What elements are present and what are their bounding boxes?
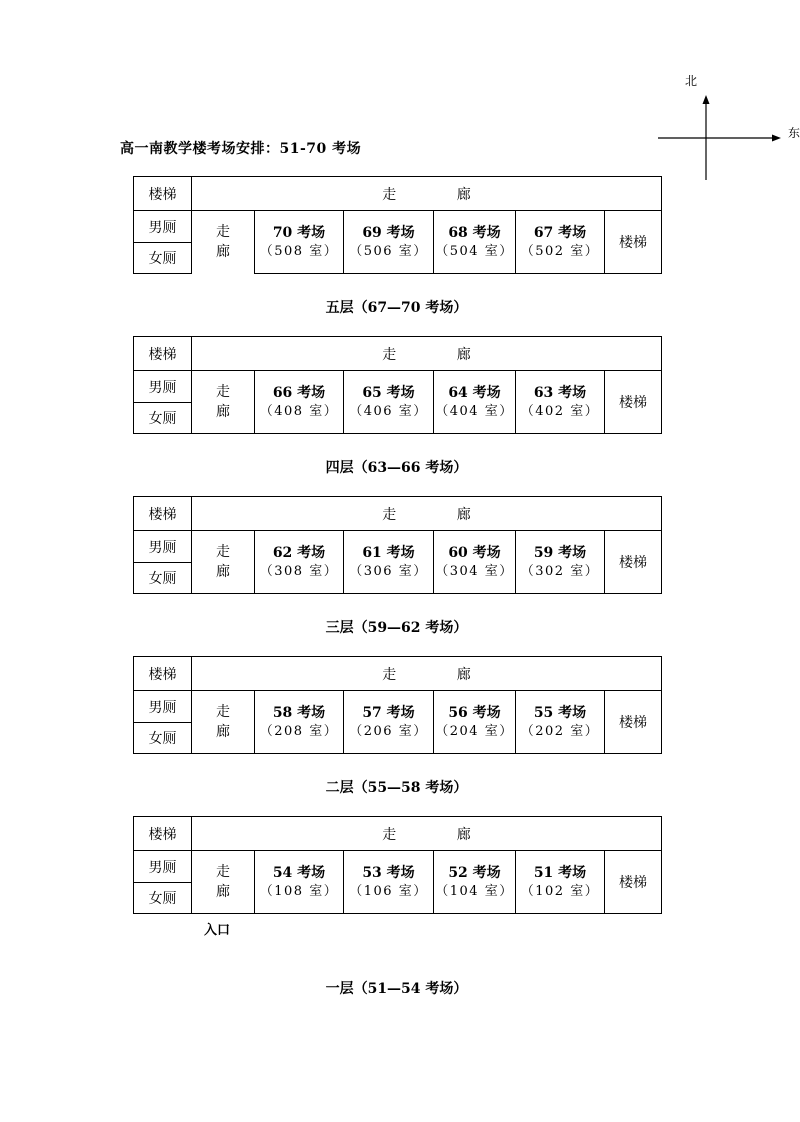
room-number: （106 室）: [349, 884, 428, 899]
mens-toilet: 男厕: [134, 531, 192, 563]
exam-number: 65 考场: [362, 385, 415, 401]
exam-room: [434, 211, 516, 274]
exam-number: 55 考场: [533, 705, 587, 721]
stairs-west: 楼梯: [134, 497, 192, 531]
exam-number: 63 考场: [533, 385, 587, 401]
room-number: （104 室）: [435, 884, 514, 899]
womens-toilet: 女厕: [134, 243, 192, 274]
room-number: （206 室）: [349, 724, 428, 739]
floor-1-caption: 一层（51—54 考场）: [325, 981, 468, 997]
exam-room: [434, 531, 516, 594]
exam-room: [255, 211, 344, 274]
exam-number: 68 考场: [448, 225, 501, 241]
exam-number: 52 考场: [448, 865, 501, 881]
room-number: （306 室）: [349, 564, 428, 579]
page-title: 高一南教学楼考场安排：51-70 考场: [120, 141, 362, 157]
mens-toilet: 男厕: [134, 371, 192, 403]
floor-4-caption: 四层（63—66 考场）: [325, 460, 468, 476]
room-number: （404 室）: [435, 404, 514, 419]
entrance-label: 入口: [204, 923, 231, 938]
corridor-top: 走 廊: [192, 177, 662, 211]
exam-room: [516, 691, 605, 754]
corridor-side: 走 廊: [192, 691, 255, 754]
mens-toilet: 男厕: [134, 211, 192, 243]
room-number: （406 室）: [349, 404, 428, 419]
room-number: （208 室）: [259, 724, 339, 739]
room-number: （402 室）: [520, 404, 600, 419]
floor-2-layout: [133, 656, 662, 754]
floor-2-caption: 二层（55—58 考场）: [325, 780, 468, 796]
compass-north-label: 北: [685, 74, 698, 88]
stairs-east: 楼梯: [605, 691, 662, 754]
womens-toilet: 女厕: [134, 723, 192, 754]
exam-number: 66 考场: [272, 385, 326, 401]
exam-room: [255, 691, 344, 754]
corridor-top: 走 廊: [192, 817, 662, 851]
room-number: （508 室）: [259, 244, 339, 259]
compass: [650, 68, 800, 186]
room-number: （502 室）: [520, 244, 600, 259]
floor-1-layout: [133, 816, 662, 914]
stairs-east: 楼梯: [605, 371, 662, 434]
room-number: （308 室）: [259, 564, 339, 579]
exam-number: 53 考场: [362, 865, 415, 881]
room-number: （304 室）: [435, 564, 514, 579]
womens-toilet: 女厕: [134, 403, 192, 434]
floor-5-layout: [133, 176, 662, 274]
stairs-east: 楼梯: [605, 211, 662, 274]
exam-room: [516, 211, 605, 274]
stairs-west: 楼梯: [134, 177, 192, 211]
womens-toilet: 女厕: [134, 883, 192, 914]
corridor-top: 走 廊: [192, 337, 662, 371]
exam-room: [344, 851, 434, 914]
mens-toilet: 男厕: [134, 851, 192, 883]
mens-toilet: 男厕: [134, 691, 192, 723]
floor-4-layout: [133, 336, 662, 434]
corridor-side: 走 廊: [192, 371, 255, 434]
exam-room: [344, 531, 434, 594]
exam-room: [516, 531, 605, 594]
corridor-side: 走 廊: [192, 211, 255, 274]
womens-toilet: 女厕: [134, 563, 192, 594]
exam-number: 57 考场: [362, 705, 415, 721]
floor-3-caption: 三层（59—62 考场）: [325, 620, 468, 636]
stairs-west: 楼梯: [134, 657, 192, 691]
room-number: （204 室）: [435, 724, 514, 739]
exam-number: 69 考场: [362, 225, 415, 241]
exam-room: [434, 691, 516, 754]
exam-room: [255, 531, 344, 594]
exam-number: 60 考场: [448, 545, 501, 561]
exam-number: 67 考场: [533, 225, 587, 241]
exam-number: 54 考场: [272, 865, 326, 881]
exam-room: [434, 851, 516, 914]
exam-number: 59 考场: [533, 545, 587, 561]
exam-room: [516, 851, 605, 914]
exam-number: 61 考场: [362, 545, 415, 561]
room-number: （504 室）: [435, 244, 514, 259]
compass-arrows-icon: [650, 68, 793, 186]
exam-room: [255, 851, 344, 914]
corridor-side: 走 廊: [192, 531, 255, 594]
exam-room: [516, 371, 605, 434]
exam-number: 62 考场: [272, 545, 326, 561]
room-number: （408 室）: [259, 404, 339, 419]
corridor-top: 走 廊: [192, 497, 662, 531]
room-number: （506 室）: [349, 244, 428, 259]
floor-3-layout: [133, 496, 662, 594]
stairs-west: 楼梯: [134, 817, 192, 851]
exam-room: [434, 371, 516, 434]
exam-number: 64 考场: [448, 385, 501, 401]
exam-room: [344, 371, 434, 434]
room-number: （102 室）: [520, 884, 600, 899]
exam-number: 56 考场: [448, 705, 501, 721]
room-number: （302 室）: [520, 564, 600, 579]
floor-5-caption: 五层（67—70 考场）: [325, 300, 468, 316]
stairs-east: 楼梯: [605, 851, 662, 914]
corridor-side: 走 廊: [192, 851, 255, 914]
exam-number: 58 考场: [272, 705, 326, 721]
exam-room: [255, 371, 344, 434]
corridor-top: 走 廊: [192, 657, 662, 691]
exam-number: 70 考场: [272, 225, 326, 241]
stairs-west: 楼梯: [134, 337, 192, 371]
stairs-east: 楼梯: [605, 531, 662, 594]
exam-room: [344, 691, 434, 754]
exam-number: 51 考场: [533, 865, 587, 881]
room-number: （108 室）: [259, 884, 339, 899]
room-number: （202 室）: [520, 724, 600, 739]
exam-room: [344, 211, 434, 274]
compass-east-label: 东: [788, 126, 800, 140]
